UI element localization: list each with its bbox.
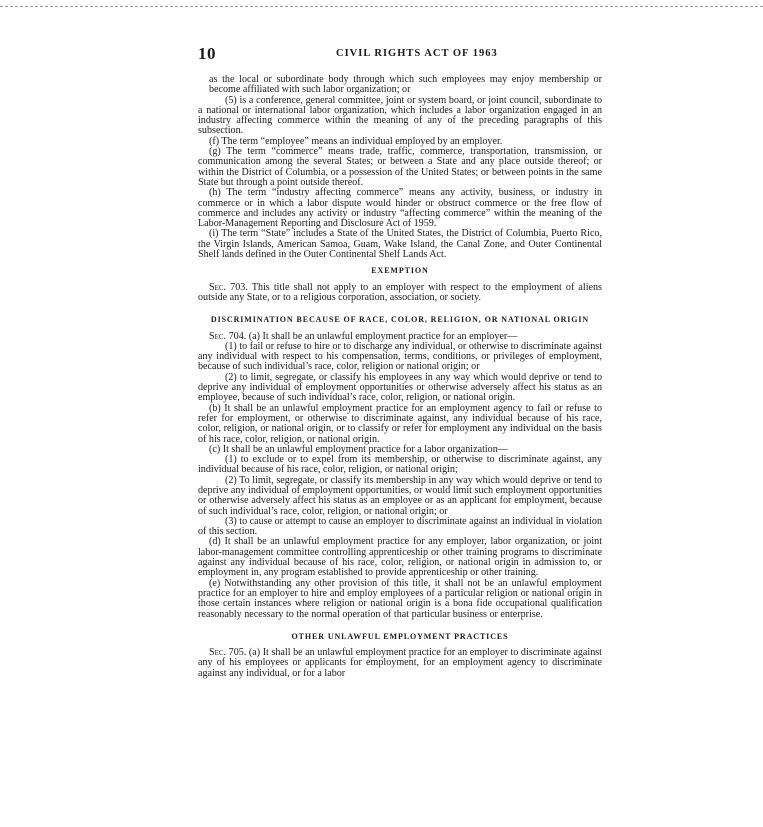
paragraph-definition-h: (h) The term “industry affecting commerce” means any activity, business, or industry in commerce or in which a labor dispute would hinder or obstruct commerce or the free flow of commerce and includes any activity or industry “affecting commerce” within the meaning of the Labor-Management Reporting and Disclosure Act of 1959. bbox=[198, 187, 602, 230]
paragraph-clause-5: (5) is a conference, general committee, joint or system board, or joint council, subordinate to a national or international labor organization, which includes a labor organization engaged in an industry affecting commerce within the meaning of any of the preceding paragraphs of this subsection. bbox=[198, 94, 602, 137]
page-header bbox=[198, 44, 602, 68]
top-dashed-rule bbox=[0, 6, 763, 7]
section-703-text: This title shall not apply to an employer with respect to the employment of aliens outside any State, or to a religious corporation, association, or society. bbox=[198, 281, 602, 303]
section-704-a2: (2) to limit, segregate, or classify his employees in any way which would deprive or tend to deprive any individual of employment opportunities or otherwise adversely affect his status as an employee, because of such individual’s race, color, religion, or national origin. bbox=[198, 371, 602, 404]
section-704-a1: (1) to fail or refuse to hire or to discharge any individual, or otherwise to discriminate against any individual with respect to his compensation, terms, conditions, or privileges of employment, because of such individual’s race, color, religion or national origin; or bbox=[198, 340, 602, 373]
section-705 bbox=[198, 648, 602, 679]
heading-other-practices: OTHER UNLAWFUL EMPLOYMENT PRACTICES bbox=[291, 631, 509, 641]
section-704-c1: (1) to exclude or to expel from its membership, or otherwise to discriminate against, any individual because of his race, color, religion, or national origin; bbox=[198, 454, 602, 476]
paragraph-definition-f: (f) The term “employee” means an individual employed by an employer. bbox=[209, 135, 503, 147]
section-704-c3: (3) to cause or attempt to cause an employer to discriminate against an individual in violation of this section. bbox=[198, 515, 603, 538]
page-number: 10 bbox=[198, 44, 216, 63]
paragraph-continuation: as the local or subordinate body through which such employees may enjoy membership or become affiliated with such labor organization; or bbox=[209, 74, 602, 96]
document-page bbox=[198, 44, 602, 679]
section-703 bbox=[198, 283, 602, 304]
section-704-label: Sec. 704. bbox=[209, 330, 247, 342]
section-705-label: Sec. 705. bbox=[209, 647, 247, 659]
section-705-text: (a) It shall be an unlawful employment practice for an employer to discriminate against any of his employees or applicants for employment, for an employment agency to discriminate against any individual, or for a labor bbox=[198, 647, 602, 679]
heading-discrimination: DISCRIMINATION BECAUSE OF RACE, COLOR, RELIGION, OR NATIONAL ORIGIN bbox=[210, 315, 590, 325]
section-704-intro-text: (a) It shall be an unlawful employment practice for an employer— bbox=[246, 330, 518, 342]
heading-exemption: EXEMPTION bbox=[371, 266, 429, 276]
section-704-c: (c) It shall be an unlawful employment practice for a labor organization— bbox=[209, 443, 508, 455]
section-704-e: (e) Notwithstanding any other provision of this title, it shall not be an unlawful employment practice for an employer to hire and employ employees of a particular religion or national origin in those certain instances where religion or national origin is a bona fide occupational qualification reasonably necessary to the normal operation of that particular business or enterprise. bbox=[198, 577, 602, 620]
document-body bbox=[198, 75, 602, 679]
paragraph-definition-g: (g) The term “commerce” means trade, traffic, commerce, transportation, transmission, or communication among the several States; or between a State and any place outside thereof; or within the District of Columbia, or a possession of the United States; or between points in the same State but through a point outside thereof. bbox=[198, 146, 602, 188]
section-704-d: (d) It shall be an unlawful employment practice for any employer, labor organization, or joint labor-management committee controlling apprenticeship or other training programs to discriminate against any individual because of his race, color, religion, or national origin in admission to, or employment in, any program established to provide apprenticeship or other training. bbox=[198, 536, 602, 579]
running-head: CIVIL RIGHTS ACT OF 1963 bbox=[336, 48, 498, 59]
paragraph-definition-i: (i) The term “State” includes a State of the United States, the District of Columbia, Puerto Rico, the Virgin Islands, American Samoa, Guam, Wake Island, the Canal Zone, and Outer Continental Shelf lands defined in the Outer Continental Shelf Lands Act. bbox=[198, 228, 602, 261]
section-704-c2: (2) To limit, segregate, or classify its membership in any way which would deprive or tend to deprive any individual of employment opportunities, or would limit such employment opportunities or otherwise adversely affect his status as an employee or as an applicant for employment, because of such individual’s race, color, religion, or national origin; or bbox=[198, 474, 602, 517]
section-704-b: (b) It shall be an unlawful employment practice for an employment agency to fail or refuse to refer for employment, or otherwise to discriminate against, any individual because of his race, color, religion, or national origin, or to classify or refer for employment any individual on the basis of his race, color, religion, or national origin. bbox=[198, 402, 602, 445]
section-703-label: Sec. 703. bbox=[209, 281, 248, 293]
